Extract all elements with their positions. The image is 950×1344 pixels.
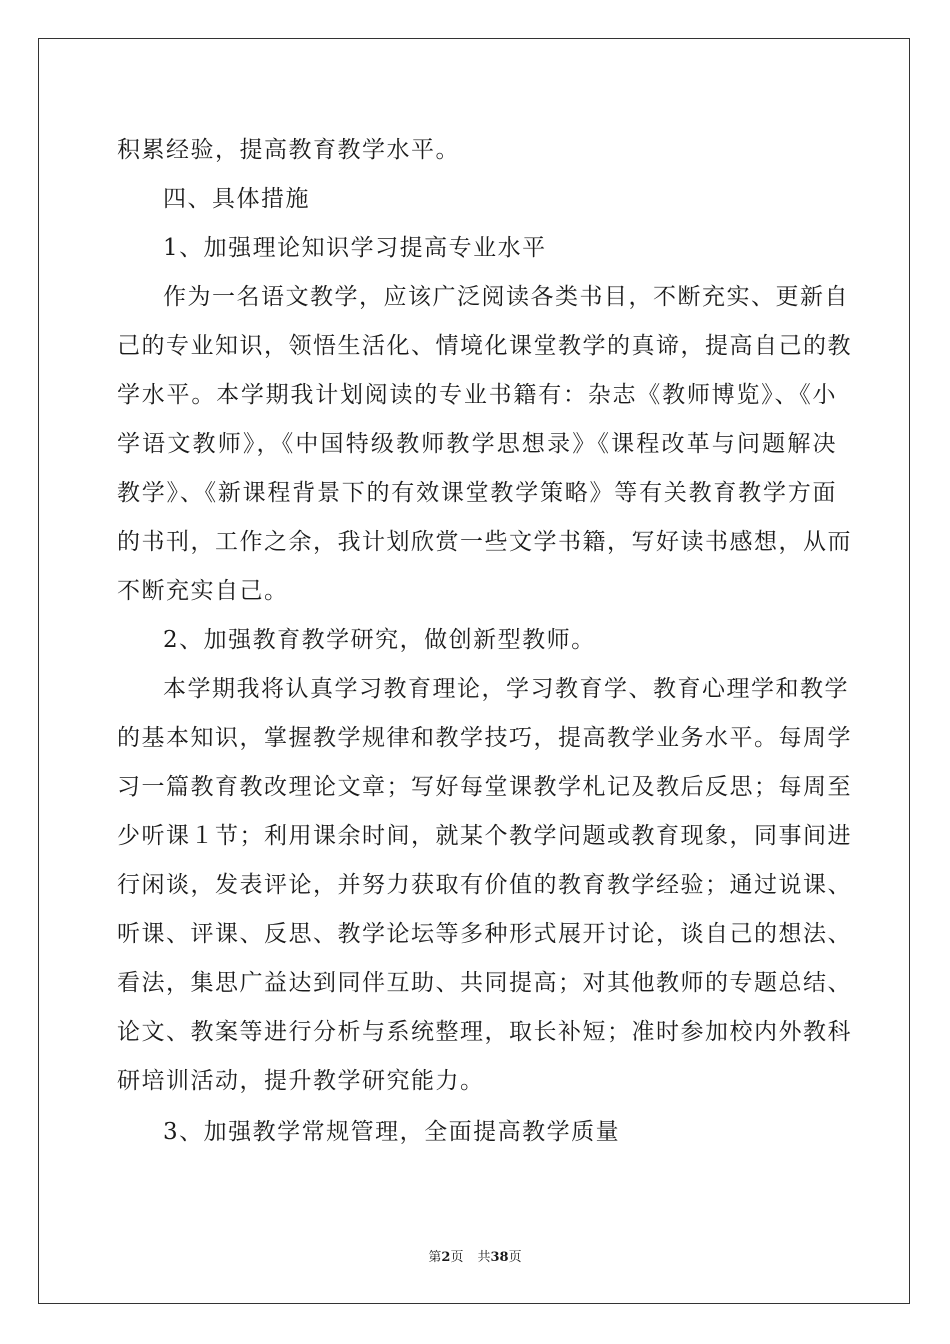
heading-line: 3、加强教学常规管理，全面提高教学质量 xyxy=(163,1119,621,1145)
text-line: 己的专业知识，领悟生活化、情境化课堂教学的真谛，提高自己的教 xyxy=(117,333,852,359)
total-pages: 38 xyxy=(490,1250,509,1265)
text-line: 作为一名语文教学，应该广泛阅读各类书目，不断充实、更新自 xyxy=(163,284,849,310)
heading-line: 2、加强教育教学研究，做创新型教师。 xyxy=(163,627,596,653)
text-line: 学水平。本学期我计划阅读的专业书籍有：杂志《教师博览》、《小 xyxy=(117,382,837,408)
text-line: 论文、教案等进行分析与系统整理，取长补短；准时参加校内外教科 xyxy=(117,1019,852,1045)
text-line: 积累经验，提高教育教学水平。 xyxy=(117,137,460,163)
subheading-routine-management xyxy=(117,1108,837,1157)
subheading-research xyxy=(117,616,837,665)
total-suffix: 页 xyxy=(508,1250,522,1265)
heading-line: 四、具体措施 xyxy=(163,186,310,212)
text-line: 本学期我将认真学习教育理论，学习教育学、教育心理学和教学 xyxy=(163,676,849,702)
text-line: 少听课１节；利用课余时间，就某个教学问题或教育现象，同事间进 xyxy=(117,823,852,849)
paragraph-research-plan xyxy=(117,665,852,1106)
text-line: 听课、评课、反思、教学论坛等多种形式展开讨论，谈自己的想法、 xyxy=(117,921,852,947)
text-line: 的书刊，工作之余，我计划欣赏一些文学书籍，写好读书感想，从而 xyxy=(117,529,852,555)
text-line: 习一篇教育教改理论文章；写好每堂课教学札记及教后反思；每周至 xyxy=(117,774,852,800)
page-prefix: 第 xyxy=(428,1250,442,1265)
page-suffix: 页 xyxy=(450,1250,464,1265)
text-line: 的基本知识，掌握教学规律和教学技巧，提高教学业务水平。每周学 xyxy=(117,725,852,751)
text-line: 行闲谈，发表评论，并努力获取有价值的教育教学经验；通过说课、 xyxy=(117,872,852,898)
paragraph-reading-plan xyxy=(117,273,852,616)
paragraph-continuation xyxy=(117,126,837,175)
total-prefix: 共 xyxy=(477,1250,491,1265)
subheading-theory-study xyxy=(117,224,837,273)
page-footer xyxy=(0,1246,950,1265)
section-heading-measures xyxy=(117,175,837,224)
page-number: 2 xyxy=(441,1250,451,1265)
document-body xyxy=(117,126,852,1157)
text-line: 学语文教师》，《中国特级教师教学思想录》《课程改革与问题解决 xyxy=(117,431,837,457)
text-line: 教学》、《新课程背景下的有效课堂教学策略》等有关教育教学方面 xyxy=(117,480,837,506)
heading-line: 1、加强理论知识学习提高专业水平 xyxy=(163,235,547,261)
text-line: 研培训活动，提升教学研究能力。 xyxy=(117,1068,485,1094)
text-line: 看法，集思广益达到同伴互助、共同提高；对其他教师的专题总结、 xyxy=(117,970,852,996)
text-line: 不断充实自己。 xyxy=(117,578,289,604)
